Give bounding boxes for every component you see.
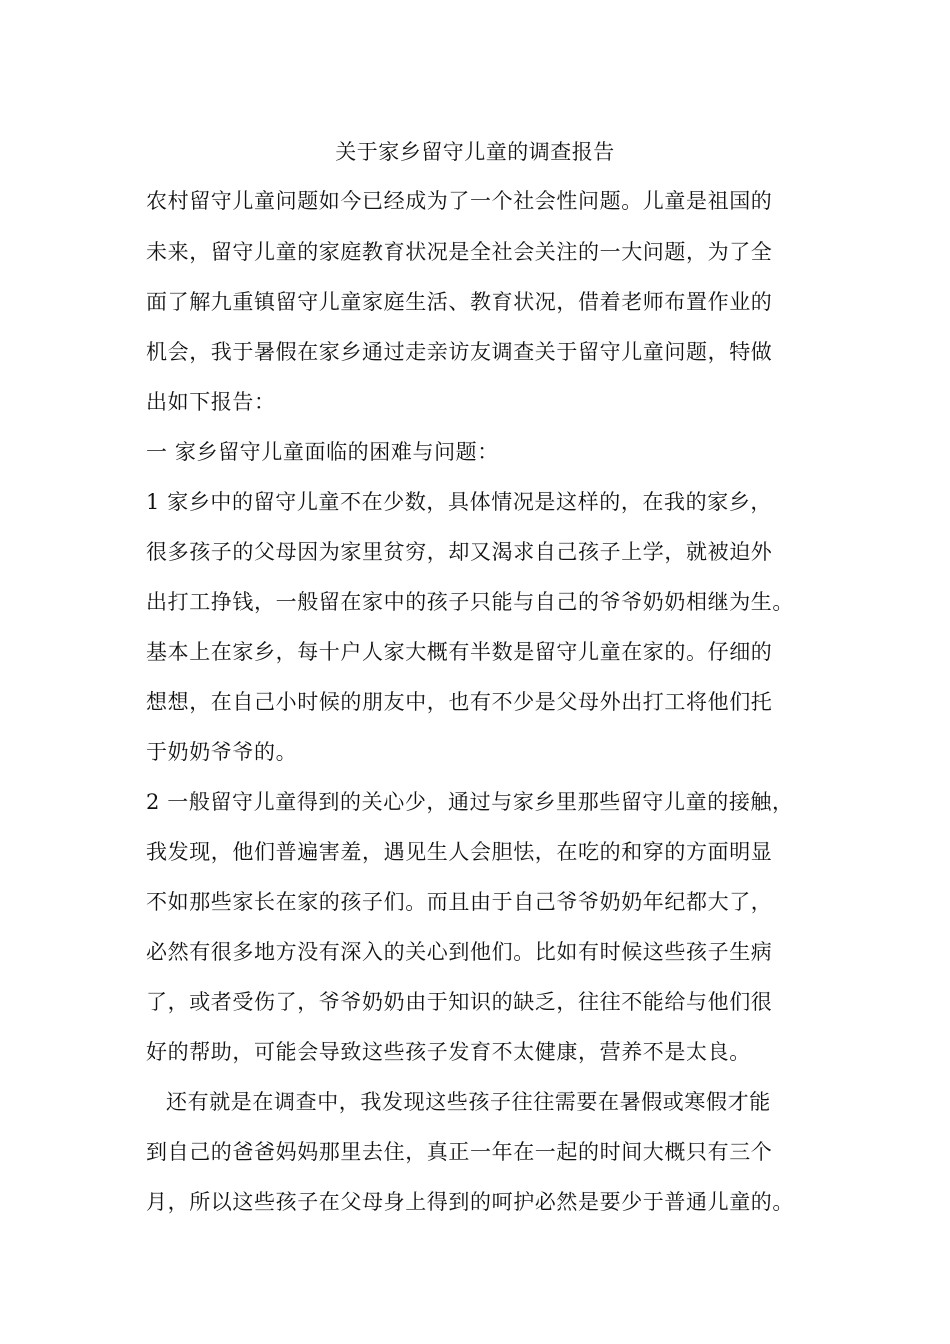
text-line-2: 未来，留守儿童的家庭教育状况是全社会关注的一大问题，为了全 [146, 240, 773, 264]
text-line-16: 必然有很多地方没有深入的关心到他们。比如有时候这些孩子生病 [146, 940, 773, 964]
section-heading-1: 一 家乡留守儿童面临的困难与问题： [146, 440, 499, 464]
text-line-13: 2 一般留守儿童得到的关心少，通过与家乡里那些留守儿童的接触， [146, 790, 794, 814]
text-line-10: 基本上在家乡，每十户人家大概有半数是留守儿童在家的。仔细的 [146, 640, 773, 664]
text-line-5: 出如下报告： [146, 390, 276, 414]
text-line-8: 很多孩子的父母因为家里贫穷，却又渴求自己孩子上学，就被迫外 [146, 540, 773, 564]
text-line-11: 想想，在自己小时候的朋友中，也有不少是父母外出打工将他们托 [146, 690, 773, 714]
text-line-4: 机会，我于暑假在家乡通过走亲访友调查关于留守儿童问题，特做 [146, 340, 773, 364]
text-line-12: 于奶奶爷爷的。 [146, 740, 298, 764]
text-line-21: 月，所以这些孩子在父母身上得到的呵护必然是要少于普通儿童的。 [146, 1190, 794, 1214]
text-line-1: 农村留守儿童问题如今已经成为了一个社会性问题。儿童是祖国的 [146, 189, 773, 213]
text-line-3: 面了解九重镇留守儿童家庭生活、教育状况，借着老师布置作业的 [146, 290, 773, 314]
document-title: 关于家乡留守儿童的调查报告 [335, 140, 615, 164]
text-line-20: 到自己的爸爸妈妈那里去住，真正一年在一起的时间大概只有三个 [146, 1140, 773, 1164]
text-line-19: 还有就是在调查中，我发现这些孩子往往需要在暑假或寒假才能 [166, 1090, 771, 1114]
text-line-7: 1 家乡中的留守儿童不在少数，具体情况是这样的，在我的家乡， [146, 490, 773, 514]
text-line-18: 好的帮助，可能会导致这些孩子发育不太健康，营养不是太良。 [146, 1040, 751, 1064]
text-line-17: 了，或者受伤了，爷爷奶奶由于知识的缺乏，往往不能给与他们很 [146, 990, 773, 1014]
text-line-9: 出打工挣钱，一般留在家中的孩子只能与自己的爷爷奶奶相继为生。 [146, 590, 794, 614]
text-line-15: 不如那些家长在家的孩子们。而且由于自己爷爷奶奶年纪都大了， [146, 890, 773, 914]
text-line-14: 我发现，他们普遍害羞，遇见生人会胆怯，在吃的和穿的方面明显 [146, 840, 773, 864]
